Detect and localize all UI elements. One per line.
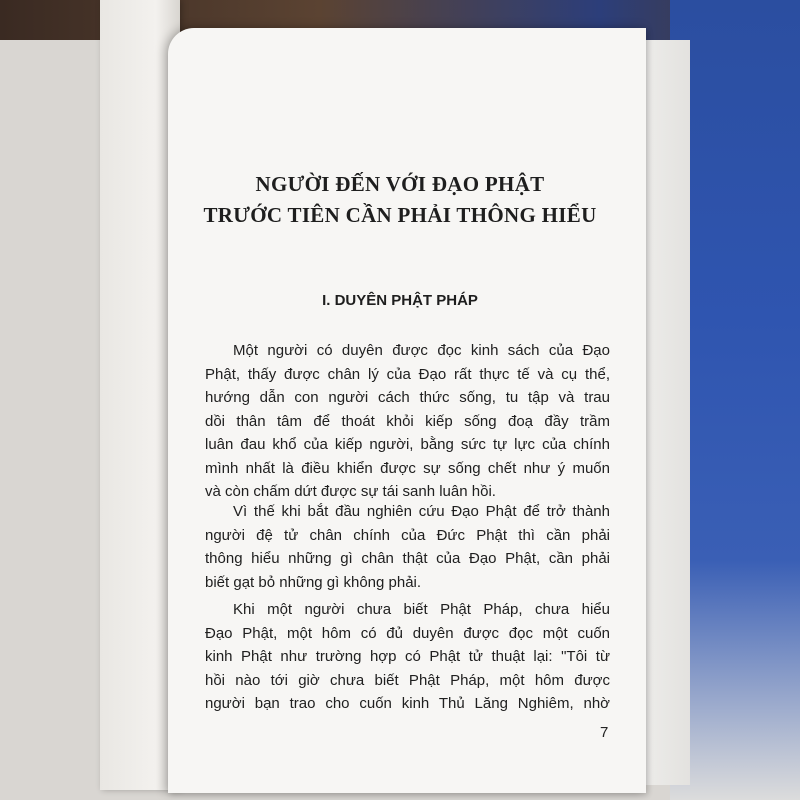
paragraph-line: Vì thế khi bắt đầu nghiên cứu Đạo Phật để trở thành	[233, 503, 610, 520]
paragraph-line: thông hiểu những gì chân thật của Đạo Phật, cần phải	[205, 550, 610, 567]
paragraph-line: dồi thân tâm để thoát khỏi kiếp sống đoạ đầy trầm	[205, 412, 610, 430]
paragraph-line: luân đau khổ của kiếp người, bằng sức tự lực của chính	[205, 436, 610, 453]
chapter-title-line-1: NGƯỜI ĐẾN VỚI ĐẠO PHẬT	[255, 172, 545, 196]
paragraph-line: Đạo Phật, một hôm có đủ duyên được đọc một cuốn	[205, 624, 610, 642]
paragraph-line: Một người có duyên được đọc kinh sách của Đạo	[233, 342, 610, 359]
paragraph-line: Phật, thấy được chân lý của Đạo rất thực tế và cụ thể,	[205, 365, 610, 383]
paragraph-line: người bạn trao cho cuốn kinh Thủ Lăng Nghiêm, nhờ	[205, 695, 610, 712]
paragraph-line: mình nhất là điều khiển được sự sống chết như ý muốn	[205, 459, 610, 477]
paragraph-line: người đệ tử chân chính của Đức Phật thì cần phải	[205, 526, 610, 544]
paragraph-line: hướng dẫn con người cách thức sống, tu tập và trau	[205, 389, 610, 406]
paragraph-3	[205, 598, 610, 716]
paragraph-line: biết gạt bỏ những gì không phải.	[205, 573, 422, 591]
paragraph-line: Khi một người chưa biết Phật Pháp, chưa hiểu	[233, 601, 610, 618]
paragraph-line: và còn chấm dứt được sự tái sanh luân hồi.	[205, 483, 496, 500]
chapter-title-line-2: TRƯỚC TIÊN CẦN PHẢI THÔNG HIỂU	[203, 203, 597, 227]
paragraph-1	[205, 339, 610, 504]
paragraph-2	[205, 500, 610, 594]
paragraph-line: kinh Phật như trường hợp có Phật tử thuật lại: "Tôi từ	[205, 648, 610, 665]
page-number: 7	[600, 724, 609, 741]
section-heading: I. DUYÊN PHẬT PHÁP	[322, 292, 478, 309]
paragraph-line: hồi nào tới giờ chưa biết Phật Pháp, một hôm được	[205, 671, 610, 689]
